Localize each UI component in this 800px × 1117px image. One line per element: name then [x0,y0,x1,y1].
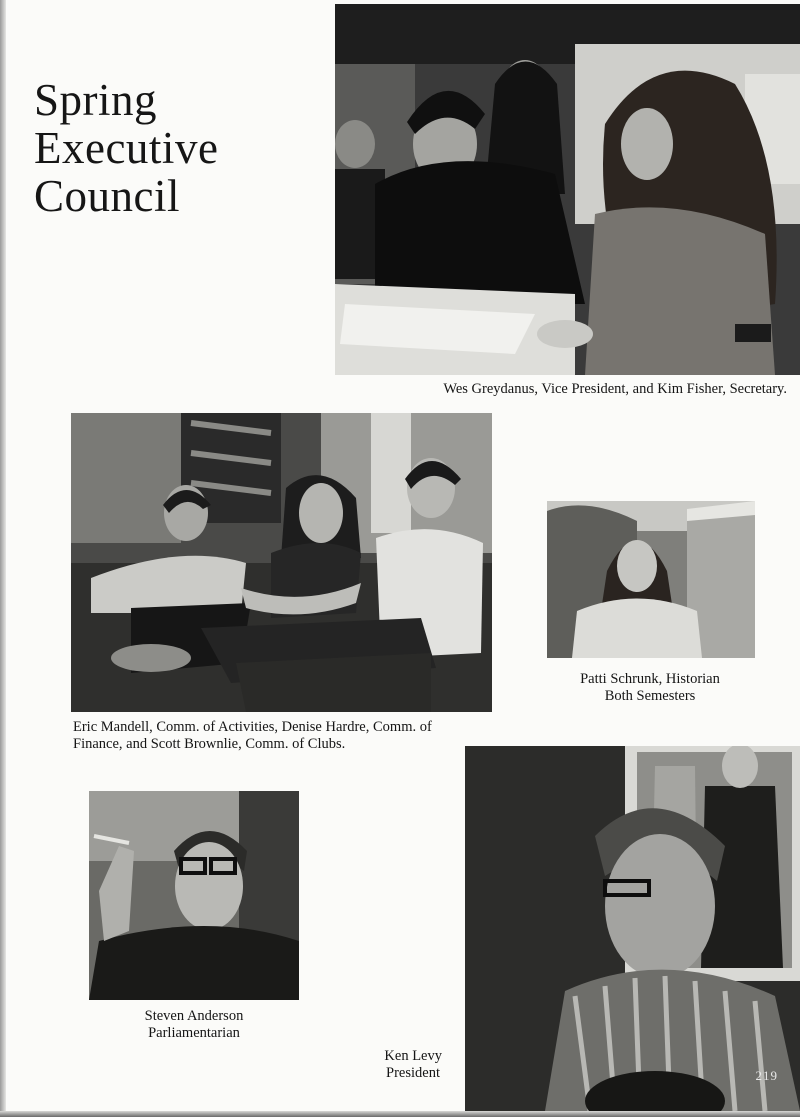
caption-historian-line2: Both Semesters [604,688,696,704]
page-bottom-shadow [0,1111,800,1117]
caption-parliamentarian-line2: Parliamentarian [148,1025,240,1041]
photo-vice-president-secretary [335,4,800,375]
photo-parliamentarian [89,791,299,1000]
caption-historian-line1: Patti Schrunk, Historian [580,671,720,687]
caption-president-line2: President [386,1065,440,1081]
page-binding-shadow [0,0,6,1117]
photo-president [465,746,800,1111]
photo-commissioners [71,413,492,712]
photo-historian [547,501,755,658]
page-title: Spring Executive Council [34,75,219,221]
page-number: 219 [755,1068,778,1083]
caption-commissioners: Eric Mandell, Comm. of Activities, Denise Hardre, Comm. of Finance, and Scott Brownlie, Comm. of Clubs. [73,719,432,752]
caption-president-line1: Ken Levy [384,1048,442,1064]
caption-parliamentarian-line1: Steven Anderson [144,1008,244,1024]
caption-vice-president-secretary: Wes Greydanus, Vice President, and Kim Fisher, Secretary. [443,381,787,397]
